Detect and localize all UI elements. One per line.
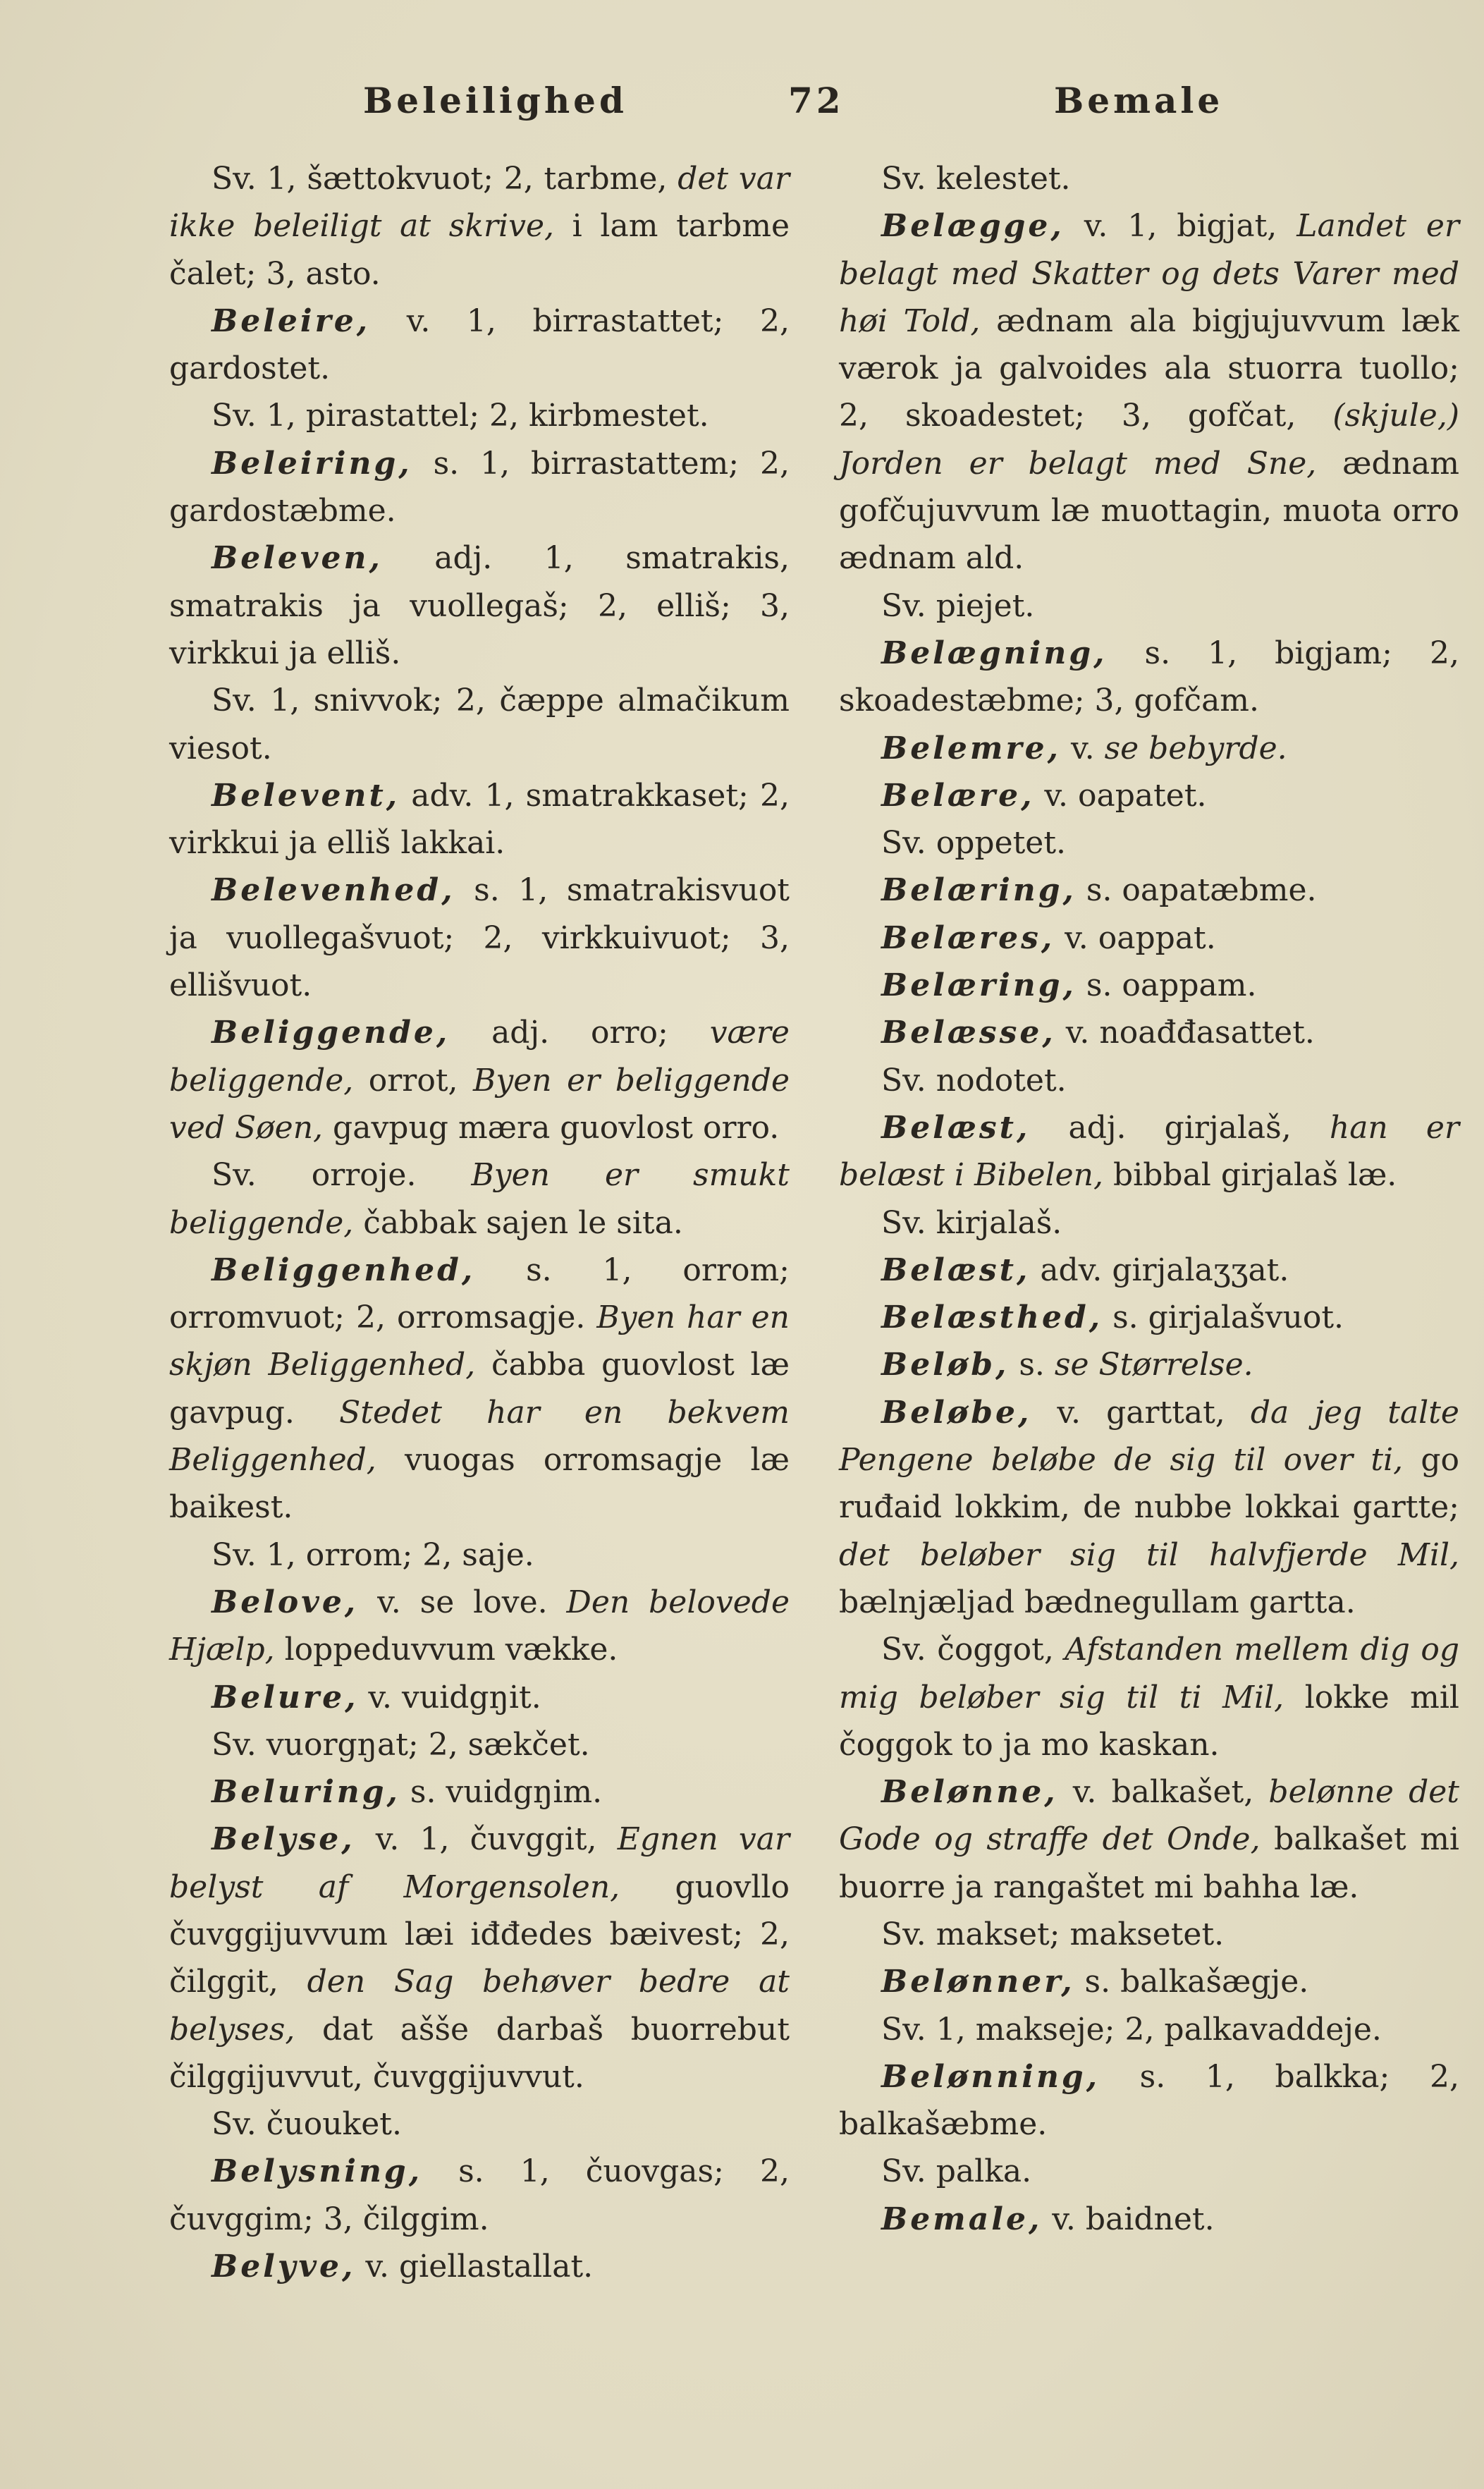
- headword: Belysning,: [211, 2153, 423, 2190]
- definition: s. 1, smatrakisvuot ja vuollegašvuot; 2, virkkuivuot; 3, ellišvuot.: [169, 872, 790, 1004]
- header-left-guide-word: Beleilighed: [363, 80, 627, 121]
- dictionary-entry: [839, 1341, 1459, 1388]
- definition: adv. girjalaʒʒat.: [1040, 1252, 1289, 1288]
- dictionary-entry: [169, 2100, 790, 2148]
- sv-text: Sv. čoggot,: [881, 1632, 1054, 1668]
- definition: v. garttat,: [1057, 1394, 1225, 1431]
- dictionary-entry: [169, 677, 790, 772]
- dictionary-entry: [839, 725, 1459, 772]
- definition: s.: [1019, 1347, 1045, 1383]
- headword: Belægge,: [881, 208, 1065, 245]
- translation: čabbak sajen le sita.: [363, 1204, 683, 1241]
- translation: ædnam ala bigjujuvvum læk værok ja galvoides ala stuorra tuollo; 2, skoadestet; 3, gofčat,: [839, 302, 1459, 434]
- sv-text: Sv. 1, pirastattel; 2, kirbmestet.: [211, 398, 709, 434]
- definition: s. girjalašvuot.: [1112, 1299, 1344, 1336]
- headword: Beliggende,: [211, 1015, 450, 1051]
- dictionary-entry: [839, 1009, 1459, 1056]
- example: se Størrelse.: [1054, 1347, 1253, 1383]
- dictionary-entry: [839, 915, 1459, 962]
- headword: Belæst,: [881, 1109, 1031, 1146]
- dictionary-entry: [839, 1294, 1459, 1341]
- dictionary-entry: [169, 2243, 790, 2290]
- dictionary-entry: [839, 1768, 1459, 1911]
- translation: loppeduvvum vække.: [284, 1632, 618, 1668]
- example: den Sag behøver bedre at belyses,: [169, 1964, 790, 2048]
- example: Egnen var belyst af Morgensolen,: [169, 1821, 790, 1905]
- definition: v. se love.: [377, 1584, 548, 1620]
- sv-text: Sv. čuouket.: [211, 2106, 402, 2143]
- dictionary-entry: [839, 630, 1459, 725]
- definition: s. 1, bigjam; 2, skoadestæbme; 3, gofčam.: [839, 635, 1459, 719]
- headword: Beleiring,: [211, 445, 412, 482]
- sv-text: Sv. oppetet.: [881, 825, 1067, 862]
- example: det beløber sig til halvfjerde Mil,: [839, 1536, 1459, 1573]
- definition: v. giellastallat.: [365, 2249, 594, 2285]
- headword: Belæring,: [881, 967, 1077, 1004]
- definition: s. vuidgŋim.: [410, 1774, 603, 1811]
- dictionary-entry: [169, 867, 790, 1009]
- dictionary-entry: [839, 772, 1459, 819]
- dictionary-entry: [839, 962, 1459, 1009]
- left-column: [169, 155, 790, 2290]
- dictionary-entry: [169, 1721, 790, 1768]
- definition: v. oapatet.: [1044, 777, 1207, 814]
- dictionary-entry: [169, 1531, 790, 1579]
- definition: adv. 1, smatrakkaset; 2, virkkui ja elliš lakkai.: [169, 777, 790, 862]
- definition: orrot,: [368, 1062, 458, 1099]
- headword: Beliggenhed,: [211, 1252, 476, 1288]
- example: han er belæst i Bibelen,: [839, 1109, 1459, 1194]
- definition: v. 1, birrastattet; 2, gardostet.: [169, 302, 790, 387]
- sv-text: Sv. orroje.: [211, 1157, 417, 1194]
- dictionary-entry: [839, 1958, 1459, 2005]
- definition: v. 1, čuvggit,: [375, 1821, 597, 1858]
- sv-text: Sv. vuorgŋat; 2, sækčet.: [211, 1726, 590, 1763]
- sv-text: Sv. palka.: [881, 2153, 1032, 2190]
- sv-text: Sv. 1, orrom; 2, saje.: [211, 1536, 534, 1573]
- definition: s. 1, birrastattem; 2, gardostæbme.: [169, 445, 790, 530]
- dictionary-entry: [839, 1389, 1459, 1626]
- sv-text: Sv. kirjalaš.: [881, 1204, 1062, 1241]
- dictionary-entry: [839, 1199, 1459, 1247]
- dictionary-entry: [169, 1674, 790, 1721]
- translation: bibbal girjalaš læ.: [1113, 1157, 1397, 1194]
- dictionary-entry: [169, 1579, 790, 1674]
- headword: Belevent,: [211, 777, 400, 814]
- dictionary-entry: [169, 1247, 790, 1531]
- page-header: [0, 67, 1484, 130]
- headword: Beleire,: [211, 302, 371, 339]
- sv-text: Sv. makset; maksetet.: [881, 1916, 1225, 1952]
- example: Byen er smukt beliggende,: [169, 1157, 790, 1241]
- dictionary-entry: [839, 2053, 1459, 2148]
- example: belønne det Gode og straffe det Onde,: [839, 1774, 1459, 1858]
- dictionary-entry: [169, 1816, 790, 2100]
- headword: Belæring,: [881, 872, 1077, 909]
- translation: go ruđaid lokkim, de nubbe lokkai gartte;: [839, 1442, 1459, 1526]
- headword: Belevenhed,: [211, 872, 455, 909]
- headword: Belure,: [211, 1679, 359, 1716]
- headword: Belønning,: [881, 2058, 1100, 2095]
- page-number: 72: [788, 80, 845, 121]
- headword: Belæsthed,: [881, 1299, 1103, 1336]
- definition: v. oappat.: [1065, 919, 1216, 956]
- definition: v. noađđasattet.: [1065, 1015, 1315, 1051]
- dictionary-entry: [839, 1911, 1459, 1958]
- dictionary-entry: [169, 1151, 790, 1247]
- dictionary-entry: [839, 867, 1459, 914]
- dictionary-entry: [839, 819, 1459, 867]
- headword: Belægning,: [881, 635, 1108, 671]
- dictionary-entry: [839, 1057, 1459, 1104]
- definition: adj. girjalaš,: [1068, 1109, 1292, 1146]
- example: Byen er beliggende ved Søen,: [169, 1062, 790, 1146]
- dictionary-entry: [839, 1247, 1459, 1294]
- dictionary-entry: [169, 440, 790, 535]
- headword: Belæst,: [881, 1252, 1031, 1288]
- sv-text: Sv. kelestet.: [881, 161, 1071, 197]
- headword: Beløbe,: [881, 1394, 1032, 1431]
- sv-text: Sv. 1, makseje; 2, palkavaddeje.: [881, 2011, 1382, 2048]
- dictionary-entry: [839, 1626, 1459, 1768]
- definition: v. balkašet,: [1072, 1774, 1254, 1811]
- headword: Belære,: [881, 777, 1035, 814]
- definition: v. 1, bigjat,: [1084, 208, 1277, 245]
- headword: Beleven,: [211, 540, 383, 577]
- definition: adj. 1, smatrakis, smatrakis ja vuollegaš; 2, elliš; 3, virkkui ja elliš.: [169, 540, 790, 671]
- translation: balkašet mi buorre ja rangaštet mi bahha læ.: [839, 1821, 1459, 1905]
- translation: i lam tarbme čalet; 3, asto.: [169, 208, 790, 292]
- example: Landet er belagt med Skatter og dets Varer med høi Told,: [839, 208, 1459, 339]
- definition: v.: [1070, 730, 1095, 766]
- translation: guovllo čuvggijuvvum læi iđđedes bæivest; 2, čilggit,: [169, 1869, 790, 2000]
- example: Den belovede Hjælp,: [169, 1584, 790, 1668]
- headword: Belyse,: [211, 1821, 355, 1858]
- example: Stedet har en bekvem Beliggenhed,: [169, 1394, 790, 1479]
- dictionary-entry: [839, 1104, 1459, 1199]
- example: det var ikke beleiligt at skrive,: [169, 161, 790, 245]
- example: (skjule,) Jorden er belagt med Sne,: [839, 398, 1459, 482]
- definition: v. baidnet.: [1052, 2201, 1215, 2237]
- dictionary-entry: [839, 2148, 1459, 2195]
- translation: vuogas orromsagje læ baikest.: [169, 1442, 790, 1526]
- definition: s. oapatæbme.: [1086, 872, 1317, 909]
- example: være beliggende,: [169, 1015, 790, 1099]
- definition: v. vuidgŋit.: [368, 1679, 541, 1716]
- headword: Bemale,: [881, 2201, 1043, 2237]
- headword: Beluring,: [211, 1774, 400, 1811]
- headword: Belæres,: [881, 919, 1055, 956]
- example: se bebyrde.: [1104, 730, 1287, 766]
- definition: s. oappam.: [1086, 967, 1257, 1004]
- dictionary-entry: [839, 582, 1459, 630]
- translation: bælnjæljad bædnegullam gartta.: [839, 1584, 1356, 1620]
- dictionary-entry: [169, 392, 790, 439]
- definition: s. 1, orrom; orromvuot; 2, orromsagje.: [169, 1252, 790, 1336]
- example: Byen har en skjøn Beliggenhed,: [169, 1299, 790, 1383]
- headword: Belæsse,: [881, 1015, 1056, 1051]
- headword: Belyve,: [211, 2249, 356, 2285]
- definition: s. balkašægje.: [1084, 1964, 1309, 2000]
- translation: ædnam gofčujuvvum læ muottagin, muota orro ædnam ald.: [839, 445, 1459, 577]
- headword: Belønner,: [881, 1964, 1075, 2000]
- dictionary-entry: [839, 155, 1459, 202]
- translation: gavpug mæra guovlost orro.: [333, 1109, 780, 1146]
- sv-text: Sv. piejet.: [881, 587, 1035, 624]
- definition: s. 1, čuovgas; 2, čuvggim; 3, čilggim.: [169, 2153, 790, 2237]
- sv-text: Sv. 1, šættokvuot; 2, tarbme,: [211, 161, 668, 197]
- dictionary-entry: [169, 534, 790, 677]
- example: da jeg talte Pengene beløbe de sig til over ti,: [839, 1394, 1459, 1479]
- sv-text: Sv. nodotet.: [881, 1062, 1067, 1099]
- dictionary-entry: [169, 2148, 790, 2243]
- headword: Beløb,: [881, 1347, 1010, 1383]
- headword: Belove,: [211, 1584, 359, 1620]
- translation: čabba guovlost læ gavpug.: [169, 1347, 790, 1431]
- dictionary-entry: [839, 2196, 1459, 2243]
- headword: Belønne,: [881, 1774, 1058, 1811]
- dictionary-entry: [169, 155, 790, 298]
- dictionary-entry: [839, 2006, 1459, 2053]
- sv-text: Sv. 1, snivvok; 2, čæppe almačikum viesot.: [169, 683, 790, 766]
- dictionary-entry: [169, 1768, 790, 1816]
- dictionary-entry: [169, 1009, 790, 1151]
- definition: adj. orro;: [491, 1015, 668, 1051]
- header-right-guide-word: Bemale: [1054, 80, 1224, 121]
- dictionary-entry: [169, 772, 790, 867]
- dictionary-entry: [839, 202, 1459, 582]
- translation: dat ašše darbaš buorrebut čilggijuvvut, čuvggijuvvut.: [169, 2011, 790, 2095]
- headword: Belemre,: [881, 730, 1061, 766]
- example: Afstanden mellem dig og mig beløber sig til ti Mil,: [839, 1632, 1459, 1716]
- dictionary-entry: [169, 298, 790, 393]
- right-column: [839, 155, 1459, 2243]
- definition: s. 1, balkka; 2, balkašæbme.: [839, 2058, 1459, 2143]
- translation: lokke mil čoggok to ja mo kaskan.: [839, 1679, 1460, 1763]
